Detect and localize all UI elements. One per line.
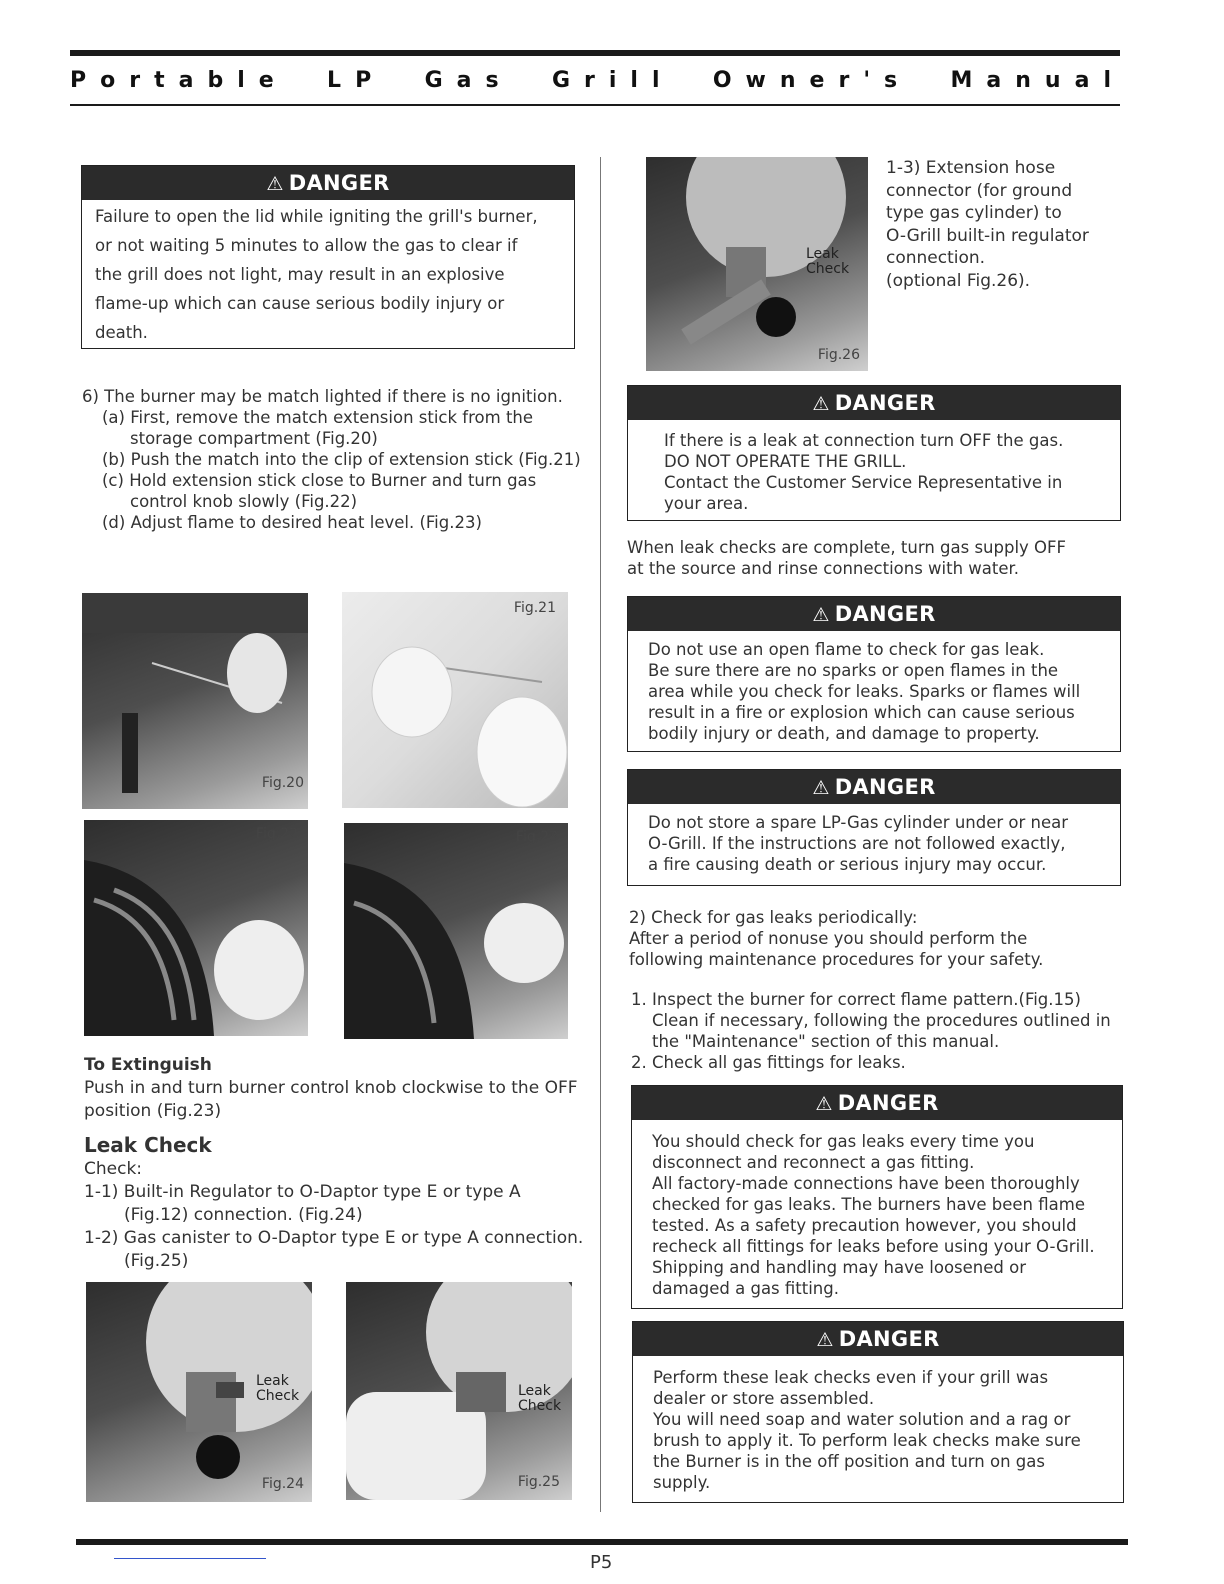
warning-triangle-icon: ⚠	[816, 1329, 834, 1351]
danger-heading: ⚠ DANGER	[628, 770, 1120, 804]
knob-adjust-illustration	[344, 823, 568, 1039]
danger-box-leak: ⚠ DANGER If there is a leak at connection turn OFF the gas. DO NOT OPERATE THE GRILL. Contact the Customer Service Representative in your area.	[627, 385, 1121, 521]
grill-grate-illustration	[84, 820, 308, 1036]
danger-box-open-flame: ⚠ DANGER Do not use an open flame to check for gas leak. Be sure there are no sparks or open flames in the area while you check for leaks. Sparks or flames will result in a fire or explosion which can cause serious bodily injury or death, and damage to property.	[627, 596, 1121, 752]
step-6-intro: 6) The burner may be match lighted if there is no ignition.	[82, 387, 563, 406]
periodic-check-text: 2) Check for gas leaks periodically: After a period of nonuse you should perform the following maintenance procedures for your safety.	[629, 908, 1044, 969]
leak-check-section	[84, 1132, 584, 1273]
danger-heading: ⚠ DANGER	[628, 597, 1120, 631]
list-item: 2. Check all gas fittings for leaks.	[631, 1053, 906, 1072]
header-word: Grill	[551, 68, 674, 93]
page-number: P5	[590, 1552, 613, 1573]
danger-line: Failure to open the lid while igniting the grill's burner,	[95, 207, 538, 226]
column-divider	[600, 157, 601, 1512]
leak-complete-text: When leak checks are complete, turn gas supply OFF at the source and rinse connections with water.	[627, 538, 1067, 578]
warning-triangle-icon: ⚠	[812, 393, 830, 415]
danger-box-spare-cylinder: ⚠ DANGER Do not store a spare LP-Gas cylinder under or near O-Grill. If the instructions are not followed exactly, a fire causing death or serious injury may occur.	[627, 769, 1121, 886]
list-item: 1. Inspect the burner for correct flame pattern.(Fig.15) Clean if necessary, following the procedures outlined in the "Maintenance" section of this manual.	[631, 990, 1111, 1051]
leak-check-callout: Leak Check	[256, 1373, 300, 1404]
danger-heading: ⚠ DANGER	[632, 1086, 1122, 1120]
danger-line: flame-up which can cause serious bodily injury or	[95, 294, 505, 313]
danger-heading: ⚠ DANGER	[628, 386, 1120, 420]
photo-fig21	[342, 592, 568, 808]
danger-line: death.	[95, 323, 148, 342]
figure-label: Fig.26	[817, 347, 860, 363]
header-word: Manual	[950, 68, 1125, 93]
photo-fig20	[82, 593, 308, 809]
danger-line: or not waiting 5 minutes to allow the gas to clear if	[95, 236, 518, 255]
danger-box-lid	[81, 165, 575, 349]
leak-check-label: Check:	[84, 1159, 143, 1179]
step-6c: (c) Hold extension stick close to Burner and turn gas control knob slowly (Fig.22)	[102, 471, 537, 511]
step-6-instructions	[82, 386, 582, 533]
leak-check-callout: Leak Check	[806, 246, 850, 277]
extinguish-section	[84, 1054, 584, 1123]
step-6a: (a) First, remove the match extension stick from the storage compartment (Fig.20)	[102, 408, 534, 448]
running-header	[70, 68, 1125, 93]
danger-heading: ⚠ DANGER	[82, 166, 574, 200]
hand-match-illustration	[342, 592, 568, 808]
maintenance-list	[631, 989, 1123, 1073]
warning-triangle-icon: ⚠	[266, 173, 284, 195]
step-6b: (b) Push the match into the clip of extension stick (Fig.21)	[102, 450, 581, 469]
warning-triangle-icon: ⚠	[812, 777, 830, 799]
figure-label: Fig.20	[261, 775, 304, 791]
figure-label: Fig.22	[255, 826, 298, 842]
danger-box-perform-checks: ⚠ DANGER Perform these leak checks even if your grill was dealer or store assembled. You will need soap and water solution and a rag or brush to apply it. To perform leak checks make sure the Burner is in the off position and turn on gas supply.	[632, 1321, 1124, 1503]
extinguish-text: Push in and turn burner control knob clockwise to the OFF position (Fig.23)	[84, 1078, 578, 1121]
header-word: Portable	[70, 68, 288, 93]
figure-label: Fig.25	[517, 1474, 560, 1490]
leak-item-1-3: 1-3) Extension hose connector (for ground type gas cylinder) to O-Grill built-in regulator connection. (optional Fig.26).	[886, 158, 1089, 291]
warning-triangle-icon: ⚠	[812, 604, 830, 626]
header-top-rule	[70, 50, 1120, 56]
leak-check-callout: Leak Check	[518, 1383, 562, 1414]
header-word: Gas	[424, 68, 513, 93]
footer-link-underline	[114, 1558, 266, 1559]
figure-label: Fig.24	[261, 1476, 304, 1492]
extinguish-title: To Extinguish	[84, 1055, 212, 1075]
leak-item-1-1: 1-1) Built-in Regulator to O-Daptor type E or type A (Fig.12) connection. (Fig.24)	[84, 1182, 521, 1225]
photo-fig22	[84, 820, 308, 1036]
figure-label: Fig.23	[515, 829, 558, 845]
header-word: Owner's	[712, 68, 912, 93]
step-6d: (d) Adjust flame to desired heat level. (Fig.23)	[102, 513, 482, 532]
photo-fig23	[344, 823, 568, 1039]
danger-heading: ⚠ DANGER	[633, 1322, 1123, 1356]
danger-box-check-fittings: ⚠ DANGER You should check for gas leaks every time you disconnect and reconnect a gas fitting. All factory-made connections have been thoroughly checked for gas leaks. The burners have been flame tested. As a safety precaution however, you should recheck all fittings for leaks before using your O-Grill. Shipping and handling may have loosened or damaged a gas fitting.	[631, 1085, 1123, 1309]
header-word: LP	[327, 68, 386, 93]
leak-check-title: Leak Check	[84, 1133, 212, 1157]
footer-rule	[76, 1539, 1128, 1545]
header-bottom-rule	[70, 104, 1120, 106]
figure-label: Fig.21	[513, 600, 556, 616]
danger-line: the grill does not light, may result in an explosive	[95, 265, 505, 284]
photo-fig24	[86, 1282, 312, 1502]
photo-fig26	[646, 157, 868, 371]
warning-triangle-icon: ⚠	[815, 1093, 833, 1115]
leak-item-1-2: 1-2) Gas canister to O-Daptor type E or type A connection. (Fig.25)	[84, 1228, 584, 1271]
photo-fig25	[346, 1282, 572, 1500]
